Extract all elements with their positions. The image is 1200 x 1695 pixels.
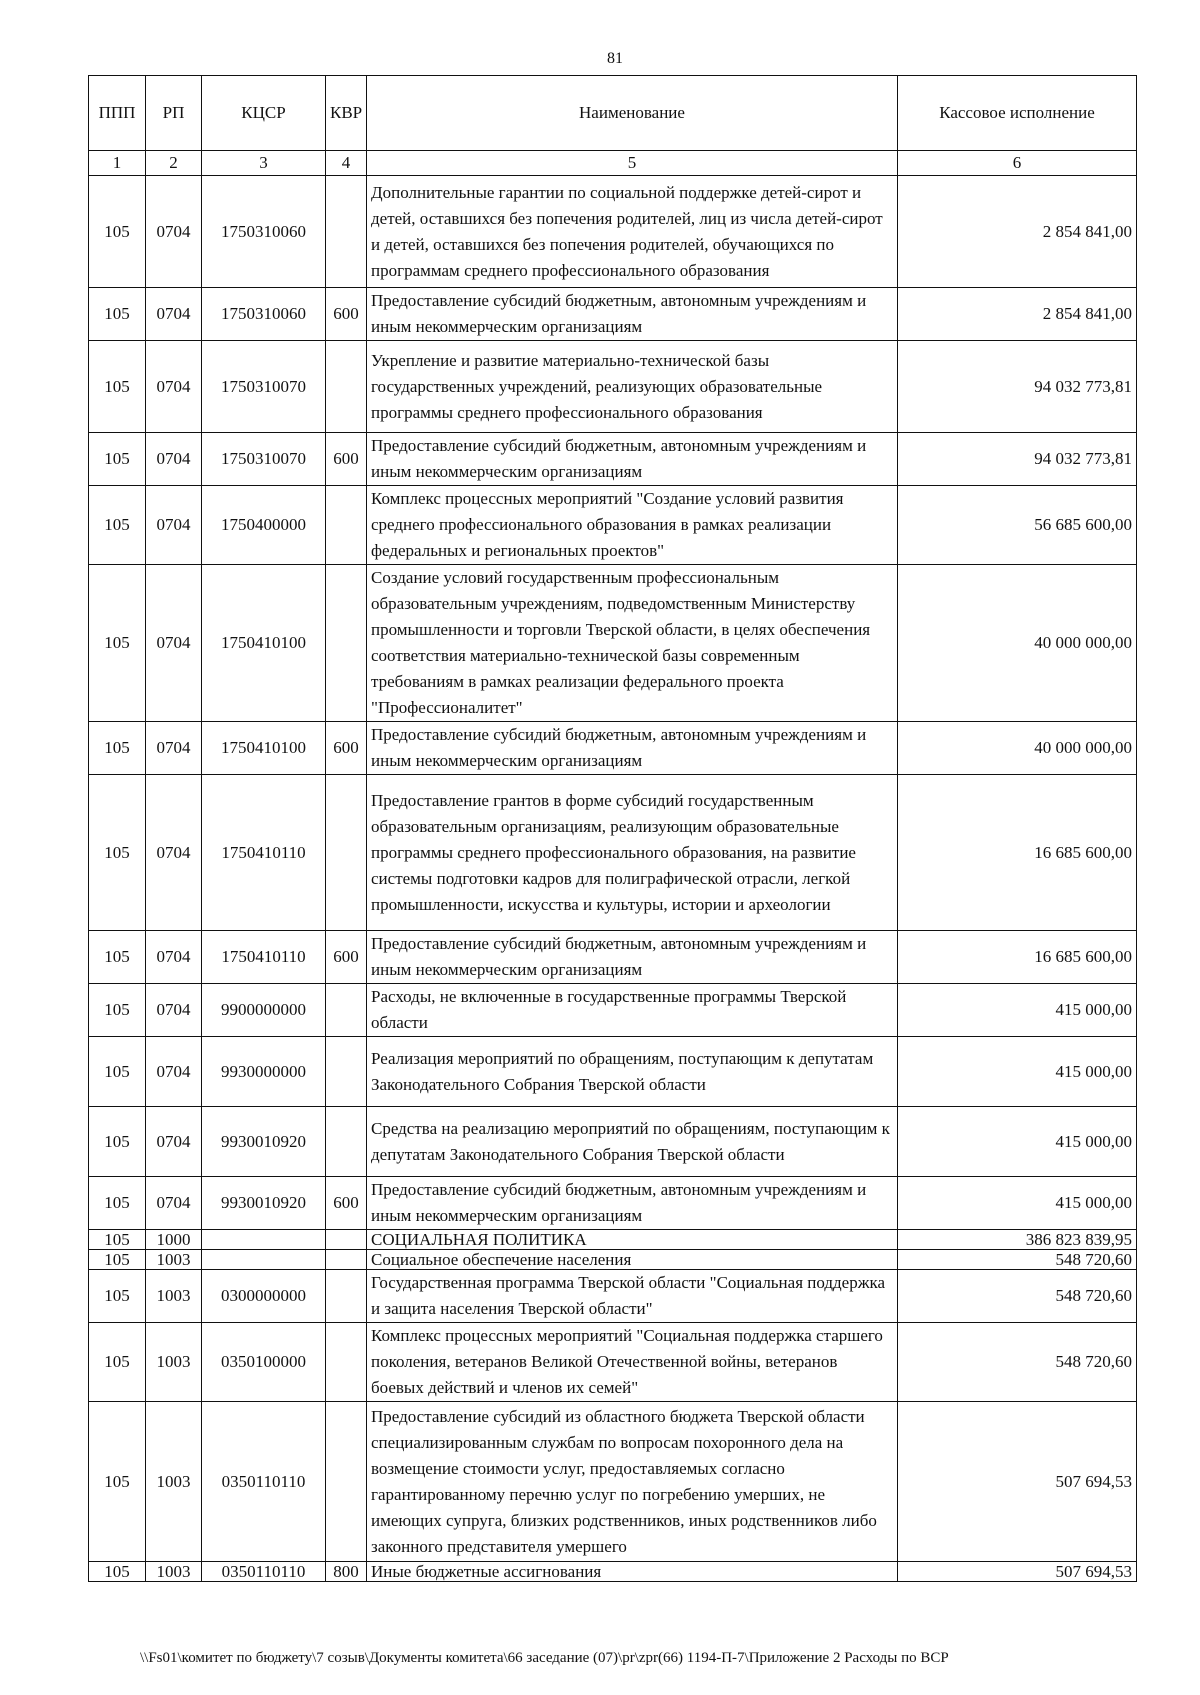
table-row	[89, 1107, 1137, 1177]
cell-name: Предоставление субсидий бюджетным, автономным учреждениям и иным некоммерческим организациям	[367, 722, 898, 775]
cell-ppp: 105	[89, 176, 146, 288]
header-kcsr: КЦСР	[202, 76, 326, 151]
header-amount: Кассовое исполнение	[898, 76, 1137, 151]
table-row	[89, 433, 1137, 486]
cell-kcsr: 1750410110	[202, 931, 326, 984]
cell-kcsr: 0350110110	[202, 1562, 326, 1582]
cell-ppp: 105	[89, 931, 146, 984]
table-row	[89, 1037, 1137, 1107]
cell-rp: 1000	[146, 1230, 202, 1250]
cell-ppp: 105	[89, 341, 146, 433]
cell-ppp: 105	[89, 1270, 146, 1323]
cell-rp: 0704	[146, 565, 202, 722]
header-row	[89, 76, 1137, 151]
cell-name: Комплекс процессных мероприятий "Социальная поддержка старшего поколения, ветеранов Великой Отечественной войны, ветеранов боевых действий и членов их семей"	[367, 1323, 898, 1402]
cell-amount: 415 000,00	[898, 1107, 1137, 1177]
column-index: 6	[898, 151, 1137, 176]
cell-amount: 94 032 773,81	[898, 433, 1137, 486]
cell-name: Средства на реализацию мероприятий по обращениям, поступающим к депутатам Законодательного Собрания Тверской области	[367, 1107, 898, 1177]
table-row	[89, 722, 1137, 775]
header-rp: РП	[146, 76, 202, 151]
cell-name: Расходы, не включенные в государственные программы Тверской области	[367, 984, 898, 1037]
cell-kvr: 600	[326, 722, 367, 775]
table-row	[89, 176, 1137, 288]
table-row	[89, 1177, 1137, 1230]
cell-ppp: 105	[89, 1107, 146, 1177]
cell-amount: 507 694,53	[898, 1402, 1137, 1562]
cell-ppp: 105	[89, 565, 146, 722]
cell-amount: 415 000,00	[898, 984, 1137, 1037]
cell-rp: 0704	[146, 341, 202, 433]
cell-name: Создание условий государственным профессиональным образовательным учреждениям, подведомственным Министерству промышленности и торговли Тверской области, в целях обеспечения соответствия материально-технической базы современным требованиям в рамках реализации федерального проекта "Профессионалитет"	[367, 565, 898, 722]
cell-kvr	[326, 984, 367, 1037]
cell-name: Предоставление субсидий бюджетным, автономным учреждениям и иным некоммерческим организациям	[367, 433, 898, 486]
header-name: Наименование	[367, 76, 898, 151]
cell-amount: 507 694,53	[898, 1562, 1137, 1582]
cell-kvr	[326, 1270, 367, 1323]
cell-ppp: 105	[89, 1562, 146, 1582]
cell-rp: 0704	[146, 1107, 202, 1177]
cell-rp: 1003	[146, 1562, 202, 1582]
cell-rp: 0704	[146, 486, 202, 565]
cell-name: Предоставление субсидий бюджетным, автономным учреждениям и иным некоммерческим организациям	[367, 1177, 898, 1230]
page-number: 81	[607, 50, 623, 67]
cell-kcsr: 1750410100	[202, 565, 326, 722]
cell-rp: 0704	[146, 931, 202, 984]
cell-kvr	[326, 1037, 367, 1107]
cell-kvr: 600	[326, 931, 367, 984]
cell-amount: 415 000,00	[898, 1177, 1137, 1230]
budget-table	[88, 75, 1137, 1582]
column-index: 2	[146, 151, 202, 176]
cell-rp: 0704	[146, 775, 202, 931]
cell-kcsr: 1750400000	[202, 486, 326, 565]
cell-kvr	[326, 565, 367, 722]
table-row	[89, 1230, 1137, 1250]
cell-kcsr: 1750310060	[202, 176, 326, 288]
cell-amount: 548 720,60	[898, 1270, 1137, 1323]
cell-kcsr: 9900000000	[202, 984, 326, 1037]
cell-name: Предоставление субсидий бюджетным, автономным учреждениям и иным некоммерческим организациям	[367, 288, 898, 341]
cell-rp: 0704	[146, 176, 202, 288]
cell-ppp: 105	[89, 984, 146, 1037]
cell-kvr	[326, 1230, 367, 1250]
column-index-row	[89, 151, 1137, 176]
column-index: 3	[202, 151, 326, 176]
cell-kcsr: 0350100000	[202, 1323, 326, 1402]
footer-file-path: \\Fs01\комитет по бюджету\7 созыв\Документы комитета\66 заседание (07)\pr\zpr(66) 1194-П-7\Приложение 2 Расходы по ВСР	[140, 1650, 949, 1666]
table-row	[89, 984, 1137, 1037]
cell-rp: 0704	[146, 984, 202, 1037]
cell-kvr	[326, 176, 367, 288]
table-row	[89, 931, 1137, 984]
cell-kvr: 600	[326, 288, 367, 341]
header-ppp: ППП	[89, 76, 146, 151]
cell-name: Предоставление грантов в форме субсидий государственным образовательным организациям, реализующим образовательные программы среднего профессионального образования, на развитие системы подготовки кадров для полиграфической отрасли, легкой промышленности, искусства и культуры, истории и археологии	[367, 775, 898, 931]
cell-amount: 386 823 839,95	[898, 1230, 1137, 1250]
cell-name: Дополнительные гарантии по социальной поддержке детей-сирот и детей, оставшихся без попечения родителей, лиц из числа детей-сирот и детей, оставшихся без попечения родителей, обучающихся по программам среднего профессионального образования	[367, 176, 898, 288]
cell-rp: 1003	[146, 1323, 202, 1402]
cell-name: СОЦИАЛЬНАЯ ПОЛИТИКА	[367, 1230, 898, 1250]
cell-kvr	[326, 1250, 367, 1270]
cell-kvr	[326, 775, 367, 931]
cell-amount: 2 854 841,00	[898, 288, 1137, 341]
cell-name: Укрепление и развитие материально-технической базы государственных учреждений, реализующих образовательные программы среднего профессионального образования	[367, 341, 898, 433]
table-row	[89, 775, 1137, 931]
cell-rp: 0704	[146, 722, 202, 775]
cell-rp: 1003	[146, 1270, 202, 1323]
cell-amount: 548 720,60	[898, 1323, 1137, 1402]
table-row	[89, 1323, 1137, 1402]
cell-kcsr: 1750310060	[202, 288, 326, 341]
cell-ppp: 105	[89, 1177, 146, 1230]
table-row	[89, 1270, 1137, 1323]
table-row	[89, 1402, 1137, 1562]
column-index: 4	[326, 151, 367, 176]
cell-ppp: 105	[89, 775, 146, 931]
cell-ppp: 105	[89, 1323, 146, 1402]
cell-amount: 16 685 600,00	[898, 775, 1137, 931]
cell-amount: 2 854 841,00	[898, 176, 1137, 288]
cell-rp: 1003	[146, 1250, 202, 1270]
cell-amount: 40 000 000,00	[898, 565, 1137, 722]
cell-amount: 56 685 600,00	[898, 486, 1137, 565]
cell-kcsr: 9930010920	[202, 1177, 326, 1230]
cell-kvr	[326, 1107, 367, 1177]
cell-amount: 548 720,60	[898, 1250, 1137, 1270]
table-row	[89, 1562, 1137, 1582]
cell-kcsr: 1750410100	[202, 722, 326, 775]
cell-kvr: 600	[326, 1177, 367, 1230]
cell-kcsr: 1750310070	[202, 341, 326, 433]
cell-ppp: 105	[89, 1037, 146, 1107]
cell-amount: 415 000,00	[898, 1037, 1137, 1107]
cell-ppp: 105	[89, 722, 146, 775]
cell-amount: 16 685 600,00	[898, 931, 1137, 984]
cell-kcsr: 0350110110	[202, 1402, 326, 1562]
cell-name: Социальное обеспечение населения	[367, 1250, 898, 1270]
table-row	[89, 341, 1137, 433]
cell-name: Предоставление субсидий из областного бюджета Тверской области специализированным службам по вопросам похоронного дела на возмещение стоимости услуг, предоставляемых согласно гарантированному перечню услуг по погребению умерших, не имеющих супруга, близких родственников, иных родственников либо законного представителя умершего	[367, 1402, 898, 1562]
cell-rp: 0704	[146, 288, 202, 341]
table-row	[89, 486, 1137, 565]
cell-kvr	[326, 1402, 367, 1562]
cell-kvr: 600	[326, 433, 367, 486]
cell-kvr	[326, 341, 367, 433]
cell-ppp: 105	[89, 1230, 146, 1250]
cell-kvr	[326, 486, 367, 565]
cell-kcsr: 0300000000	[202, 1270, 326, 1323]
cell-rp: 0704	[146, 433, 202, 486]
cell-rp: 1003	[146, 1402, 202, 1562]
cell-ppp: 105	[89, 1402, 146, 1562]
cell-amount: 40 000 000,00	[898, 722, 1137, 775]
column-index: 5	[367, 151, 898, 176]
cell-ppp: 105	[89, 1250, 146, 1270]
cell-kcsr: 1750310070	[202, 433, 326, 486]
cell-amount: 94 032 773,81	[898, 341, 1137, 433]
cell-kcsr: 1750410110	[202, 775, 326, 931]
cell-ppp: 105	[89, 486, 146, 565]
cell-kcsr: 9930010920	[202, 1107, 326, 1177]
table-row	[89, 288, 1137, 341]
column-index: 1	[89, 151, 146, 176]
cell-name: Комплекс процессных мероприятий "Создание условий развития среднего профессионального образования в рамках реализации федеральных и региональных проектов"	[367, 486, 898, 565]
header-kvr: КВР	[326, 76, 367, 151]
cell-ppp: 105	[89, 288, 146, 341]
cell-kcsr	[202, 1230, 326, 1250]
cell-rp: 0704	[146, 1177, 202, 1230]
cell-kvr	[326, 1323, 367, 1402]
cell-kcsr: 9930000000	[202, 1037, 326, 1107]
cell-ppp: 105	[89, 433, 146, 486]
cell-kcsr	[202, 1250, 326, 1270]
cell-name: Иные бюджетные ассигнования	[367, 1562, 898, 1582]
cell-name: Реализация мероприятий по обращениям, поступающим к депутатам Законодательного Собрания Тверской области	[367, 1037, 898, 1107]
table-row	[89, 1250, 1137, 1270]
cell-name: Предоставление субсидий бюджетным, автономным учреждениям и иным некоммерческим организациям	[367, 931, 898, 984]
table-row	[89, 565, 1137, 722]
cell-rp: 0704	[146, 1037, 202, 1107]
cell-name: Государственная программа Тверской области "Социальная поддержка и защита населения Тверской области"	[367, 1270, 898, 1323]
cell-kvr: 800	[326, 1562, 367, 1582]
